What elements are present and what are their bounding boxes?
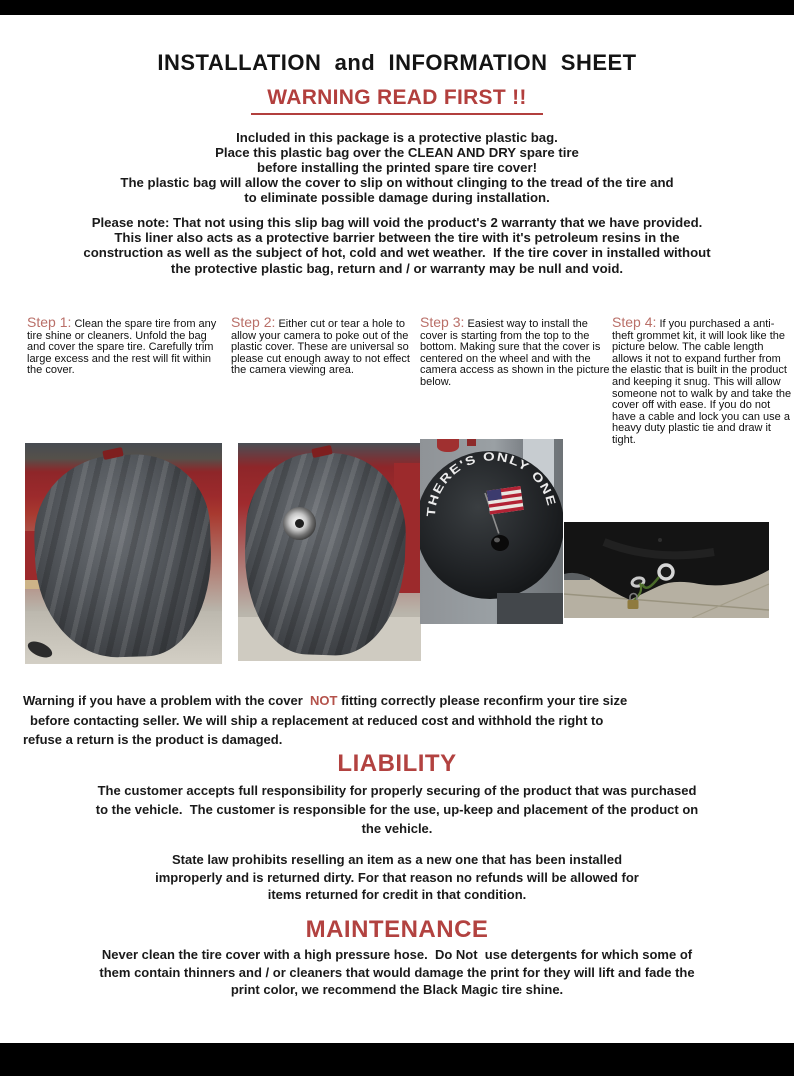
arc-text: THERE'S ONLY ONE: [423, 449, 559, 518]
text-line: before contacting seller. We will ship a replacement at reduced cost and withhold the right to: [30, 712, 604, 728]
text-line: to eliminate possible damage during installation.: [244, 190, 550, 205]
cover-graphic: [420, 439, 563, 624]
step-3-label: Step 3:: [420, 314, 465, 330]
fit-warning-note: [23, 691, 779, 750]
text-line: This liner also acts as a protective barrier between the tire with it's petroleum resins in the: [114, 230, 680, 246]
step-3-column: [420, 316, 610, 389]
wheel-hub: [283, 507, 316, 540]
liability-heading: LIABILITY: [337, 750, 457, 777]
step-4-column: [612, 316, 793, 447]
plastic-bag-shape: [242, 450, 409, 657]
text-line: construction as well as the subject of hot, cold and wet weather. If the tire cover in installed without: [83, 245, 711, 261]
grommet-kit-graphic: [564, 522, 769, 618]
text-line: the protective plastic bag, return and / or warranty may be null and void.: [170, 260, 624, 276]
text-line: to the vehicle. The customer is responsible for the use, up-keep and placement of the product on: [95, 802, 699, 817]
text-line: before installing the printed spare tire cover!: [257, 160, 537, 175]
liability-paragraph: [0, 781, 794, 838]
text-line: print color, we recommend the Black Magic tire shine.: [230, 982, 564, 997]
flag-icon: [485, 486, 527, 535]
text-line: Included in this package is a protective plastic bag.: [236, 130, 558, 145]
text-line: Warning if you have a problem with the cover NOT fitting correctly please reconfirm your tire size: [23, 693, 628, 708]
maintenance-paragraph: [0, 946, 794, 999]
step-1-column: [27, 316, 225, 377]
step-3-text: Easiest way to install the cover is starting from the top to the bottom. Making sure that the cover is centered on the wheel and with the camera access as shown in the picture below.: [420, 318, 610, 388]
bottom-black-bar: [0, 1043, 794, 1076]
step-2-label: Step 2:: [231, 314, 276, 330]
step-4-label: Step 4:: [612, 314, 657, 330]
step-2-column: [231, 316, 423, 377]
warning-heading-text: WARNING READ FIRST !!: [251, 86, 542, 115]
text-line: the vehicle.: [361, 821, 433, 836]
photo-bag-camera-hole: [238, 443, 421, 661]
text-line: Please note: That not using this slip bag will void the product's 2 warranty that we have provided.: [91, 215, 703, 230]
text-line: refuse a return is the product is damaged.: [23, 732, 283, 747]
photo-cover-installed: [420, 439, 563, 624]
photo-bag-covered-tire: [25, 443, 222, 664]
page-title: INSTALLATION and INFORMATION SHEET: [157, 50, 637, 75]
text-line: Place this plastic bag over the CLEAN AND DRY spare tire: [215, 145, 579, 160]
bag-crinkle-texture: [242, 450, 409, 657]
not-emphasis: NOT: [310, 693, 338, 708]
maintenance-heading: MAINTENANCE: [305, 916, 489, 943]
text-line: The plastic bag will allow the cover to slip on without clinging to the tread of the tire and: [120, 175, 674, 190]
camera-knob: [491, 535, 509, 551]
resale-paragraph: [0, 851, 794, 904]
text-line: improperly and is returned dirty. For that reason no refunds will be allowed for: [155, 869, 639, 885]
photo-grommet-kit: [564, 522, 769, 618]
intro-note-paragraph: [0, 215, 794, 276]
step-1-text: Clean the spare tire from any tire shine or cleaners. Unfold the bag and cover the spare tire. Carefully trim large excess and the rest will fit within the cover.: [27, 318, 217, 377]
intro-paragraph: [0, 130, 794, 205]
top-black-bar: [0, 0, 794, 15]
text-line: The customer accepts full responsibility for properly securing of the product that was purchased: [97, 783, 697, 798]
text-line: them contain thinners and / or cleaners that would damage the print for they will lift and fade the: [99, 964, 695, 980]
text-line: items returned for credit in that condition.: [267, 887, 527, 902]
step-4-text: If you purchased a anti-theft grommet kit, it will look like the picture below. The cable length allows it not to expand further from the elastic that is built in the product and keeping it snug. This will allow someone not to walk by and take the cover off with ease. If you do not have a cable and lock you can use a heavy duty plastic tie and draw it tight.: [612, 318, 792, 446]
warning-heading: [0, 86, 794, 115]
step-2-text: Either cut or tear a hole to allow your camera to poke out of the plastic cover. These are universal so please cut enough away to not effect the camera viewing area.: [231, 318, 410, 377]
text-line: State law prohibits reselling an item as a new one that has been installed: [171, 852, 623, 867]
text-line: Never clean the tire cover with a high pressure hose. Do Not use detergents for which some of: [101, 947, 693, 962]
step-1-label: Step 1:: [27, 314, 72, 330]
